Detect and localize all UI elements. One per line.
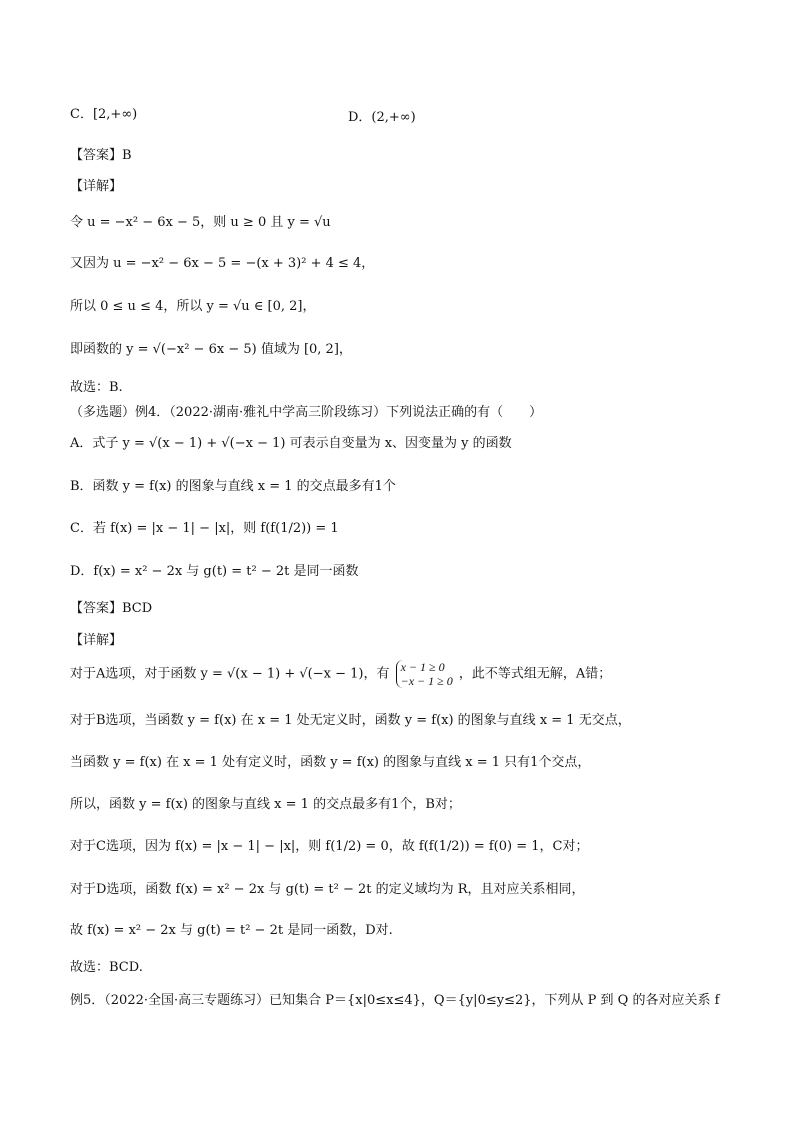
example4-step-d2: 故 f(x) = x² − 2x 与 g(t) = t² − 2t 是同一函数，D对. [70, 923, 393, 938]
example4-answer: 【答案】BCD [70, 601, 153, 616]
example5-header: 例5．（2022·全国·高三专题练习）已知集合 P＝{x|0≤x≤4}，Q＝{y|0≤y≤2}，下列从 P 到 Q 的各对应关系 f [70, 993, 720, 1008]
example4-detail-heading: 【详解】 [70, 633, 123, 648]
example4-step-a [70, 660, 611, 688]
example4-option-c: C．若 f(x) = |x − 1| − |x|，则 f(f(1/2)) = 1 [70, 521, 339, 536]
example4-option-b: B．函数 y = f(x) 的图象与直线 x = 1 的交点最多有1个 [70, 479, 396, 494]
solution-step-3: 所以 0 ≤ u ≤ 4，所以 y = √u ∈ [0, 2]， [70, 299, 316, 314]
step-a-text: 对于A选项，对于函数 y = √(x − 1) + √(−x − 1)，有 [70, 666, 390, 682]
inequality-2: −x − 1 ≥ 0 [400, 674, 453, 688]
solution-step-4: 即函数的 y = √(−x² − 6x − 5) 值域为 [0, 2]， [70, 342, 352, 357]
example4-step-c: 对于C选项，因为 f(x) = |x − 1| − |x|，则 f(1/2) = 0，故 f(f(1/2)) = f(0) = 1，C对； [70, 839, 589, 854]
example4-step-b3: 所以，函数 y = f(x) 的图象与直线 x = 1 的交点最多有1个，B对； [70, 797, 461, 812]
example4-option-d: D．f(x) = x² − 2x 与 g(t) = t² − 2t 是同一函数 [70, 564, 359, 579]
example4-header: （多选题）例4．（2022·湖南·雅礼中学高三阶段练习）下列说法正确的有（ ） [70, 405, 543, 420]
step-a-result: ，此不等式组无解，A错； [458, 666, 612, 682]
option-c: C．[2,+∞) [70, 107, 138, 122]
example4-step-d1: 对于D选项，函数 f(x) = x² − 2x 与 g(t) = t² − 2t 的定义域均为 R，且对应关系相同， [70, 882, 585, 897]
inequality-1: x − 1 ≥ 0 [400, 660, 445, 674]
example4-option-a: A．式子 y = √(x − 1) + √(−x − 1) 可表示自变量为 x、因变量为 y 的函数 [70, 436, 512, 451]
solution-step-1: 令 u = −x² − 6x − 5，则 u ≥ 0 且 y = √u [70, 215, 331, 230]
example4-conclusion: 故选：BCD. [70, 960, 143, 975]
detail-heading: 【详解】 [70, 179, 123, 194]
example4-step-b2: 当函数 y = f(x) 在 x = 1 处有定义时，函数 y = f(x) 的图象与直线 x = 1 只有1个交点， [70, 755, 591, 770]
solution-conclusion: 故选：B. [70, 380, 123, 395]
option-d: D．(2,+∞) [348, 110, 416, 125]
example4-step-b1: 对于B选项，当函数 y = f(x) 在 x = 1 处无定义时，函数 y = f(x) 的图象与直线 x = 1 无交点， [70, 713, 631, 728]
answer-label: 【答案】B [70, 148, 132, 163]
inequality-system [396, 660, 453, 688]
solution-step-2: 又因为 u = −x² − 6x − 5 = −(x + 3)² + 4 ≤ 4， [70, 256, 375, 271]
